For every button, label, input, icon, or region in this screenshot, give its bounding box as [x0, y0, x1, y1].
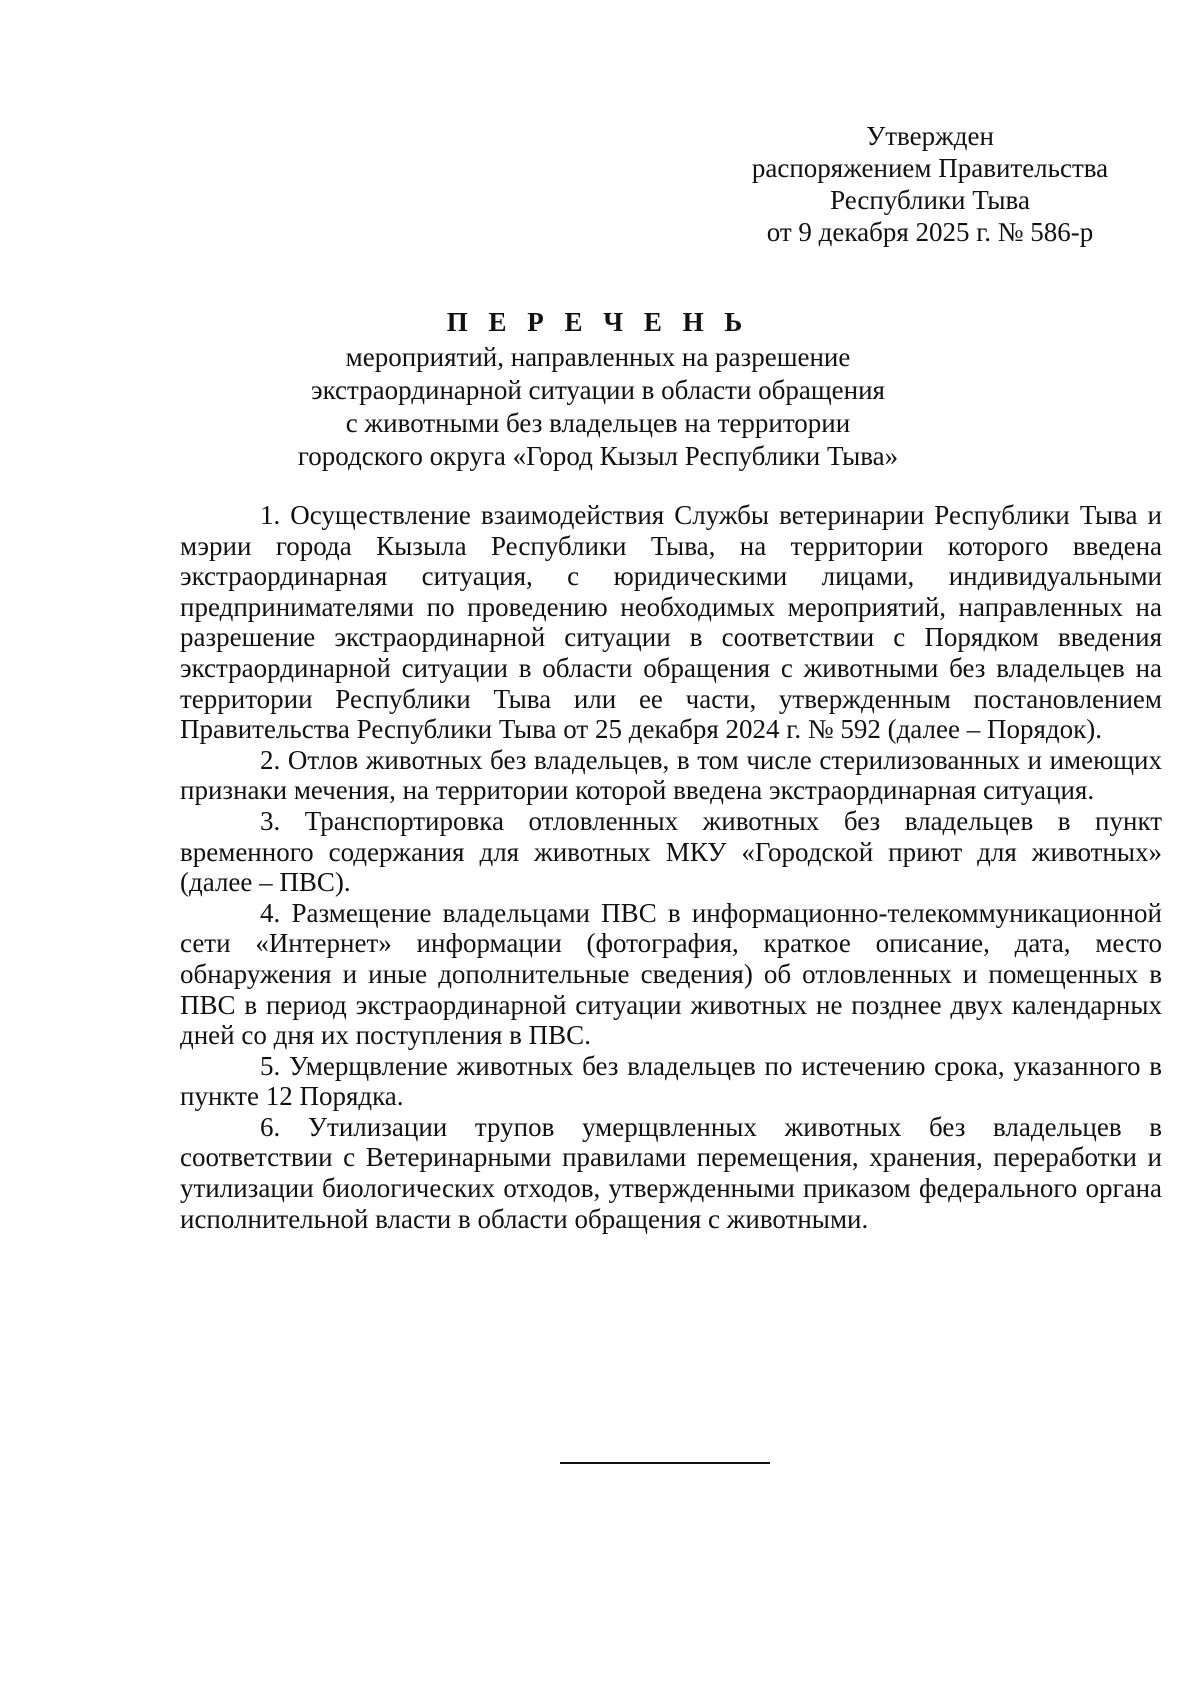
approval-line-date-number: от 9 декабря 2025 г. № 586-р	[766, 217, 1094, 247]
subtitle-line: с животными без владельцев на территории	[345, 408, 851, 438]
list-item-1: 1. Осуществление взаимодействия Службы ветеринарии Республики Тыва и мэрии города Кызыла Республики Тыва, на территории которого введена экстраординарная ситуация, с юридическими лицами, индивидуальными предпринимателями по проведению необходимых мероприятий, направленных на разрешение экстраординарной ситуации в соответствии с Порядком введения экстраординарной ситуации в области обращения с животными без владельцев на территории Республики Тыва или ее части, утвержденным постановлением Правительства Республики Тыва от 25 декабря 2024 г. № 592 (далее – Порядок).	[180, 500, 1162, 745]
list-item-5: 5. Умерщвление животных без владельцев по истечению срока, указанного в пункте 12 Порядка.	[180, 1050, 1162, 1112]
approval-line-republic: Республики Тыва	[830, 185, 1030, 215]
list-item-4: 4. Размещение владельцами ПВС в информационно-телекоммуникационной сети «Интернет» информации (фотография, краткое описание, дата, место обнаружения и иные дополнительные сведения) об отловленных и помещенных в ПВС в период экстраординарной ситуации животных не позднее двух календарных дней со дня их поступления в ПВС.	[180, 897, 1162, 1051]
approval-line-by-order: распоряжением Правительства	[751, 153, 1109, 183]
document-heading	[180, 305, 1016, 473]
subtitle-line: экстраординарной ситуации в области обращения	[311, 375, 885, 405]
list-item-3: 3. Транспортировка отловленных животных без владельцев в пункт временного содержания для животных МКУ «Городской приют для животных» (далее – ПВС).	[180, 805, 1162, 898]
document-subtitle	[180, 341, 1016, 473]
approval-line-approved: Утвержден	[866, 121, 994, 151]
document-title: П Е Р Е Ч Е Н Ь	[446, 307, 750, 337]
list-item-6: 6. Утилизации трупов умерщвленных животных без владельцев в соответствии с Ветеринарными правилами перемещения, хранения, переработки и утилизации биологических отходов, утвержденными приказом федерального органа исполнительной власти в области обращения с животными.	[180, 1111, 1162, 1234]
closing-divider	[560, 1462, 770, 1464]
subtitle-line: городского округа «Город Кызыл Республики Тыва»	[297, 441, 899, 471]
measures-list	[180, 500, 1162, 1234]
subtitle-line: мероприятий, направленных на разрешение	[345, 342, 851, 372]
approval-stamp	[700, 120, 1160, 248]
list-item-2: 2. Отлов животных без владельцев, в том числе стерилизованных и имеющих признаки мечения, на территории которой введена экстраординарная ситуация.	[180, 744, 1162, 806]
